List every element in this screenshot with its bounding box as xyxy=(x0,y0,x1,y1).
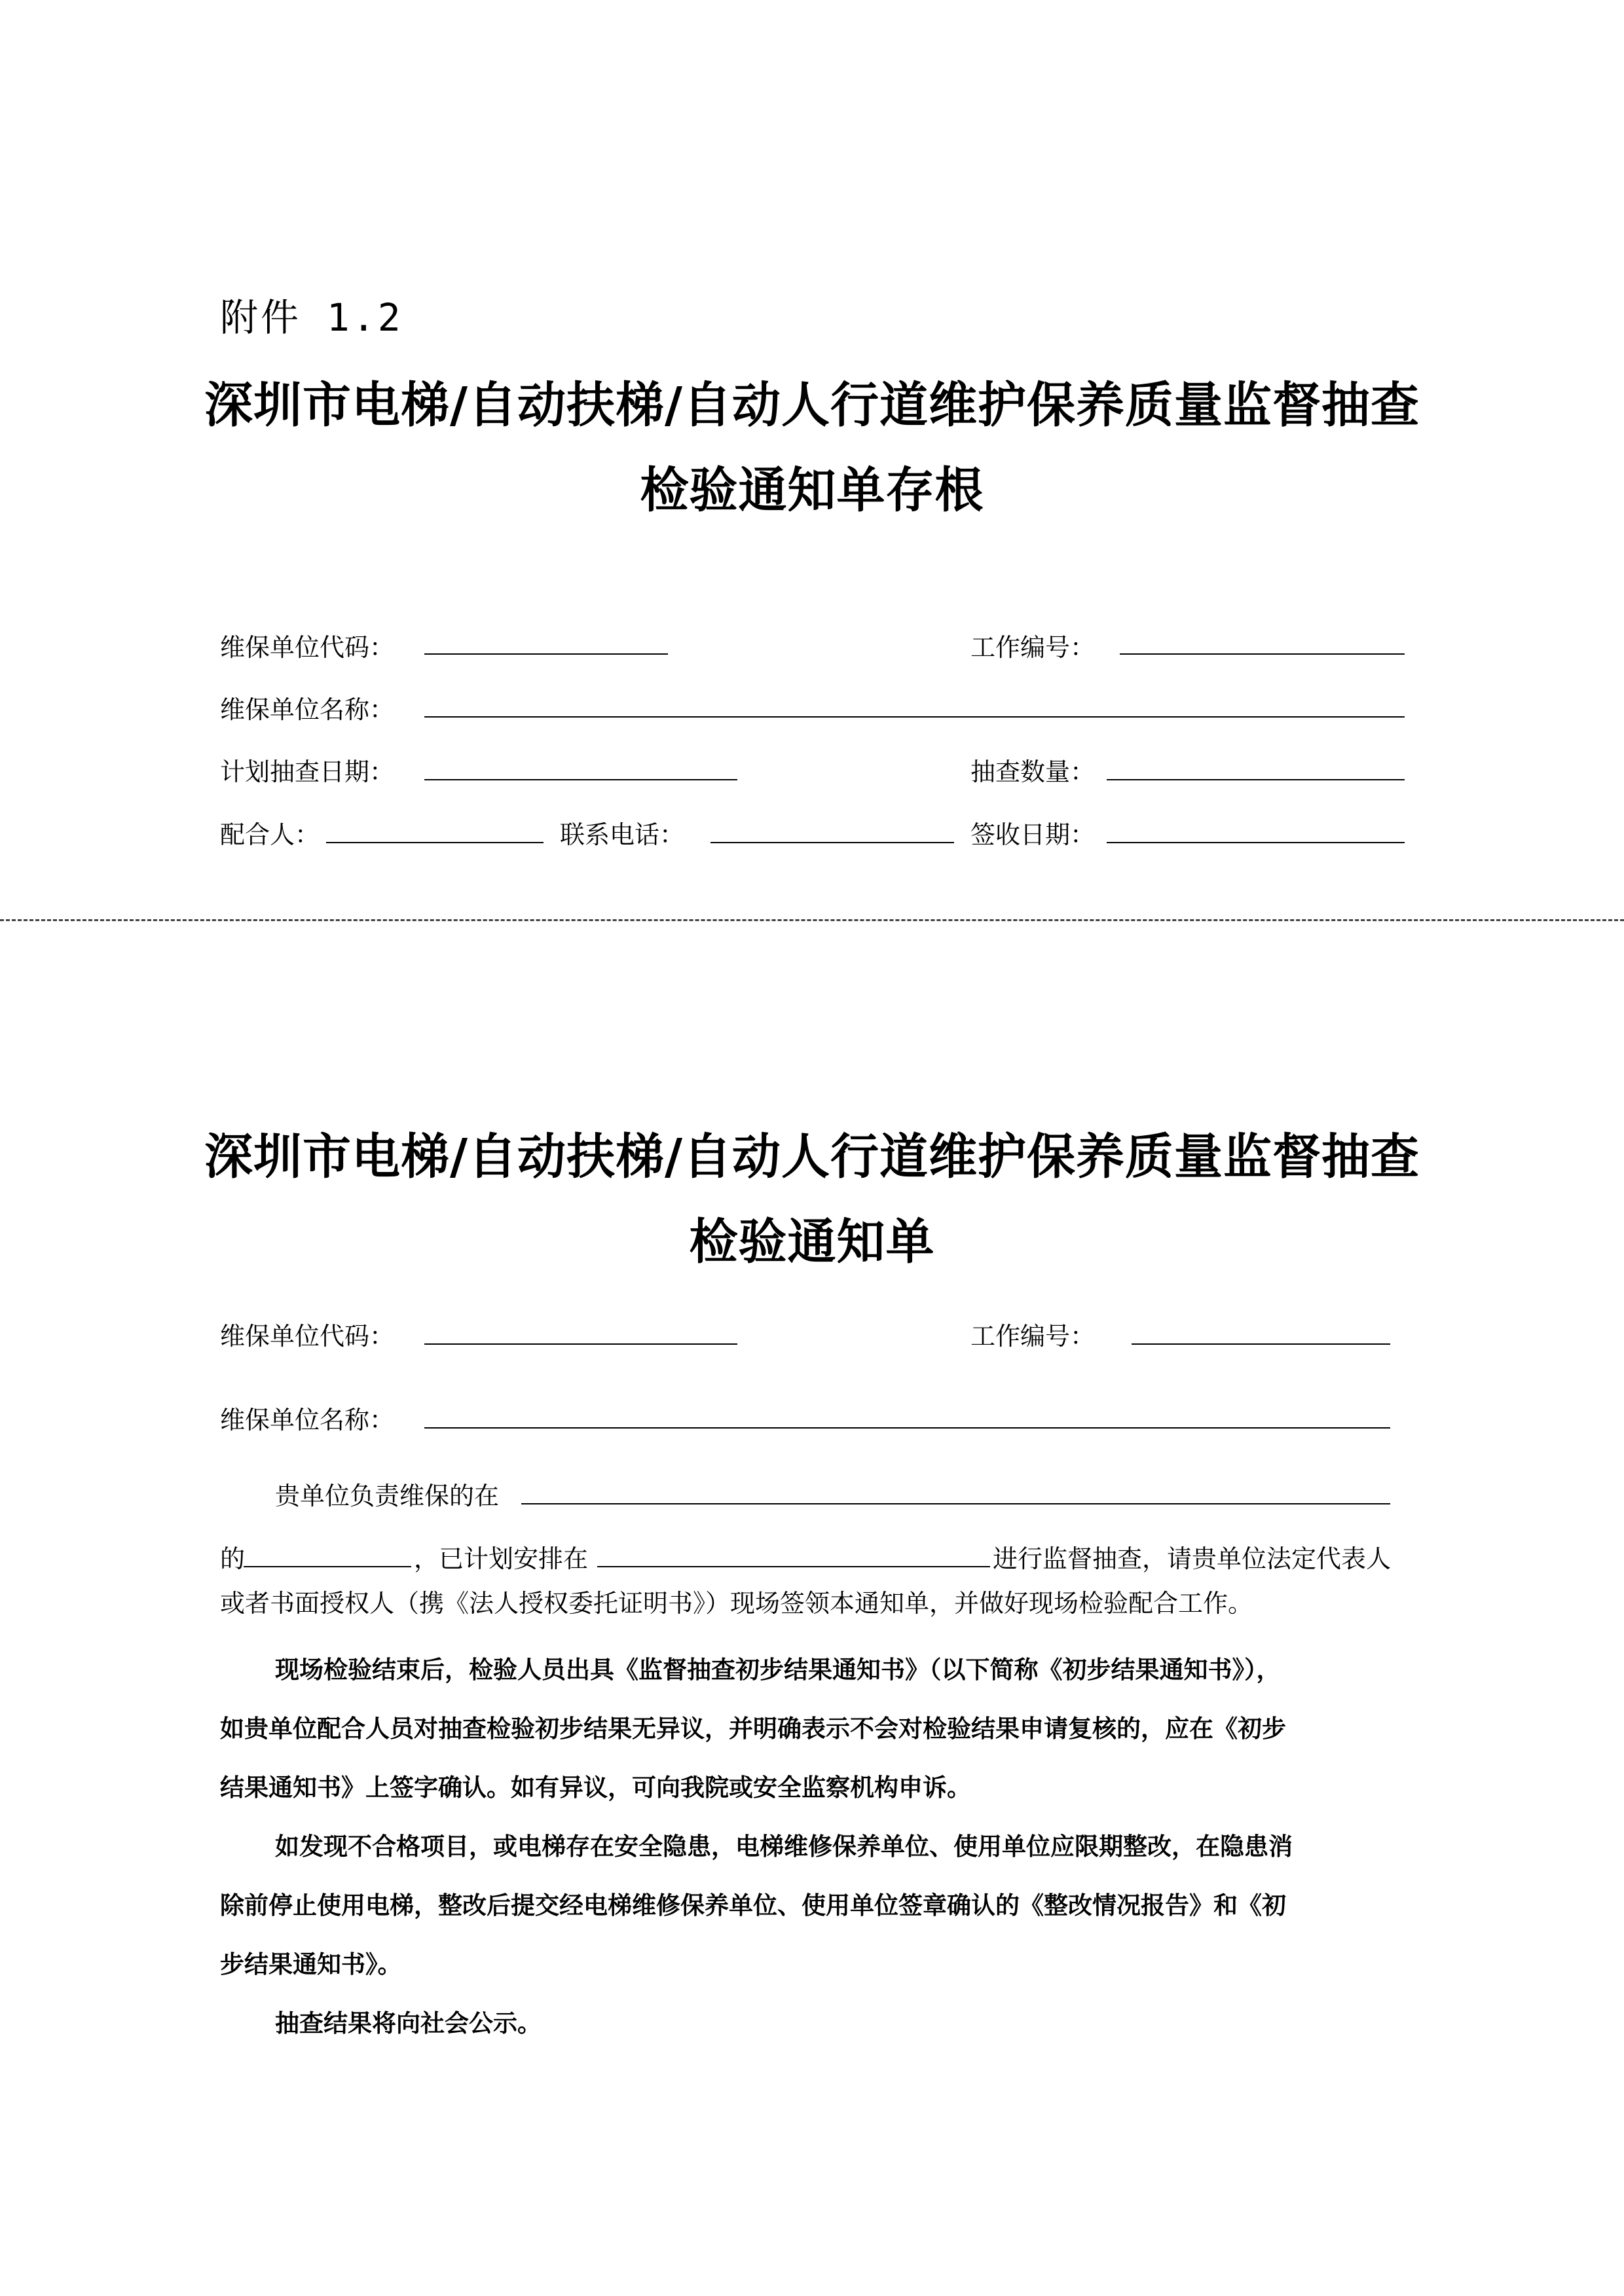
notice-p1-line1: 现场检验结束后，检验人员出具《监督抽查初步结果通知书》（以下简称《初步结果通知书》）， xyxy=(275,1656,1281,1684)
notice-title-line2: 检验通知单 xyxy=(689,1214,935,1270)
attachment-label: 附件 1.2 xyxy=(220,295,403,340)
notice-equipment-field[interactable] xyxy=(244,1566,411,1567)
stub-title-line1: 深圳市电梯/自动扶梯/自动人行道维护保养质量监督抽查 xyxy=(204,377,1420,433)
stub-phone-label: 联系电话： xyxy=(560,820,685,849)
stub-work-no-field[interactable] xyxy=(1120,653,1405,655)
notice-maint-name-field[interactable] xyxy=(424,1427,1390,1429)
stub-sign-date-label: 签收日期： xyxy=(970,820,1096,849)
stub-phone-field[interactable] xyxy=(710,842,954,843)
notice-scheduled-date-field[interactable] xyxy=(597,1566,990,1567)
notice-p2-line2: 除前停止使用电梯，整改后提交经电梯维修保养单位、使用单位签章确认的《整改情况报告》和《初 xyxy=(220,1891,1286,1920)
notice-body-line3: 或者书面授权人（携《法人授权委托证明书》）现场签领本通知单，并做好现场检验配合工作。 xyxy=(220,1589,1253,1618)
stub-maint-code-field[interactable] xyxy=(424,653,668,655)
notice-work-no-field[interactable] xyxy=(1132,1343,1390,1345)
notice-p3: 抽查结果将向社会公示。 xyxy=(275,2009,542,2037)
stub-quantity-label: 抽查数量： xyxy=(970,757,1096,786)
stub-plan-date-field[interactable] xyxy=(424,779,737,780)
notice-title-line1: 深圳市电梯/自动扶梯/自动人行道维护保养质量监督抽查 xyxy=(204,1129,1420,1185)
stub-maint-code-label: 维保单位代码： xyxy=(220,633,395,662)
notice-p1-line3: 结果通知书》上签字确认。如有异议，可向我院或安全监察机构申诉。 xyxy=(220,1774,971,1802)
notice-maint-code-label: 维保单位代码： xyxy=(220,1322,395,1351)
notice-work-no-label: 工作编号： xyxy=(970,1322,1096,1351)
notice-body-line2-b: ，已计划安排在 xyxy=(414,1544,589,1573)
stub-sign-date-field[interactable] xyxy=(1107,842,1405,843)
notice-location-field[interactable] xyxy=(521,1503,1390,1504)
notice-body-line2-c: 进行监督抽查，请贵单位法定代表人 xyxy=(993,1544,1392,1573)
stub-contact-person-field[interactable] xyxy=(326,842,544,843)
stub-maint-name-label: 维保单位名称： xyxy=(220,695,395,724)
stub-plan-date-label: 计划抽查日期： xyxy=(220,757,395,786)
notice-p2-line1: 如发现不合格项目，或电梯存在安全隐患，电梯维修保养单位、使用单位应限期整改，在隐患消 xyxy=(275,1832,1293,1861)
stub-title-line2: 检验通知单存根 xyxy=(640,462,984,519)
stub-maint-name-field[interactable] xyxy=(424,716,1405,718)
notice-maint-code-field[interactable] xyxy=(424,1343,737,1345)
notice-p1-line2: 如贵单位配合人员对抽查检验初步结果无异议，并明确表示不会对检验结果申请复核的，应在《初步 xyxy=(220,1715,1286,1743)
stub-quantity-field[interactable] xyxy=(1107,779,1405,780)
notice-maint-name-label: 维保单位名称： xyxy=(220,1406,395,1434)
stub-contact-person-label: 配合人： xyxy=(220,820,320,849)
stub-work-no-label: 工作编号： xyxy=(970,633,1096,662)
notice-body-line2-a: 的 xyxy=(220,1544,246,1573)
cut-line-divider xyxy=(0,919,1624,921)
notice-body-line1-prefix: 贵单位负责维保的在 xyxy=(275,1482,500,1510)
notice-p2-line3: 步结果通知书》。 xyxy=(220,1950,402,1978)
